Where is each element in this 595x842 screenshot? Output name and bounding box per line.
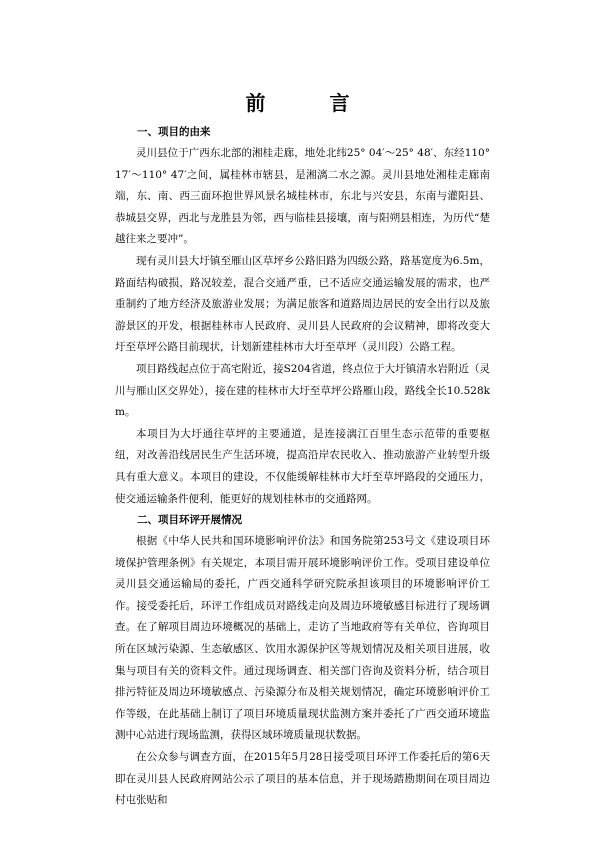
paragraph: 灵川县位于广西东北部的湘桂走廊，地处北纬25° 04′～25° 48′、东经110° 17′～110° 47′之间，属桂林市辖县，是湘漓二水之源。灵川县地处湘桂走廊南端，东、南、西三面环抱世界风景名城桂林市，东北与兴安县，东南与灌阳县、恭城县交界，西北与龙胜县为邻，西与临桂县接壤，南与阳朔县相连，为历代“楚越往来之要冲”。 [115, 147, 490, 246]
paragraph: 根据《中华人民共和国环境影响评价法》和国务院第253号文《建设项目环境保护管理条例》有关规定，本项目需开展环境影响评价工作。受项目建设单位灵川县交通运输局的委托，广西交通科学研究院承担该项目的环境影响评价工作。接受委托后，环评工作组成员对路线走向及周边环境敏感目标进行了现场调查。在了解项目周边环境概况的基础上，走访了当地政府等有关单位，咨询项目所在区域污染源、生态敏感区、饮用水源保护区等规划情况及相关项目进展，收集与项目有关的资料文件。通过现场调查、相关部门咨询及资料分析，结合项目排污特征及周边环境敏感点、污染源分布及相关规划情况，确定环境影响评价工作等级，在此基础上制订了项目环境质量现状监测方案并委托了广西交通环境监测中心站进行现场监测，获得区域环境质量现状数据。 [115, 535, 490, 742]
paragraph: 现有灵川县大圩镇至雁山区草坪乡公路旧路为四级公路，路基宽度为6.5m，路面结构破损，路况较差，混合交通严重，已不适应交通运输发展的需求，也严重制约了地方经济及旅游业发展；为满足旅客和道路周边居民的安全出行以及旅游景区的开发，根据桂林市人民政府、灵川县人民政府的会议精神，即将改变大圩至草坪公路目前现状，计划新建桂林市大圩至草坪（灵川段）公路工程。 [115, 254, 490, 354]
document-body [115, 122, 490, 812]
paragraph: 在公众参与调查方面，在2015年5月28日接受项目环评工作委托后的第6天即在灵川县人民政府网站公示了项目的基本信息，并于现场踏勘期间在项目周边村屯张贴和 [115, 751, 490, 807]
paragraph: 本项目为大圩通往草坪的主要通道，是连接漓江百里生态示范带的重要枢纽，对改善沿线居民生产生活环境，提高沿岸农民收入、推动旅游产业转型升级具有重大意义。本项目的建设，不仅能缓解桂林市大圩至草坪路段的交通压力，使交通运输条件便利，能更好的规划桂林市的交通路网。 [115, 427, 490, 505]
paragraph: 项目路线起点位于高宅附近，接S204省道，终点位于大圩镇清水岩附近（灵川与雁山区交界处），接在建的桂林市大圩至草坪公路雁山段，路线全长10.528km。 [115, 362, 490, 419]
section-heading-origin: 一、项目的由来 [137, 126, 211, 138]
page-title: 前 言 [245, 91, 372, 115]
section-heading-eia-status: 二、项目环评开展情况 [137, 514, 242, 527]
